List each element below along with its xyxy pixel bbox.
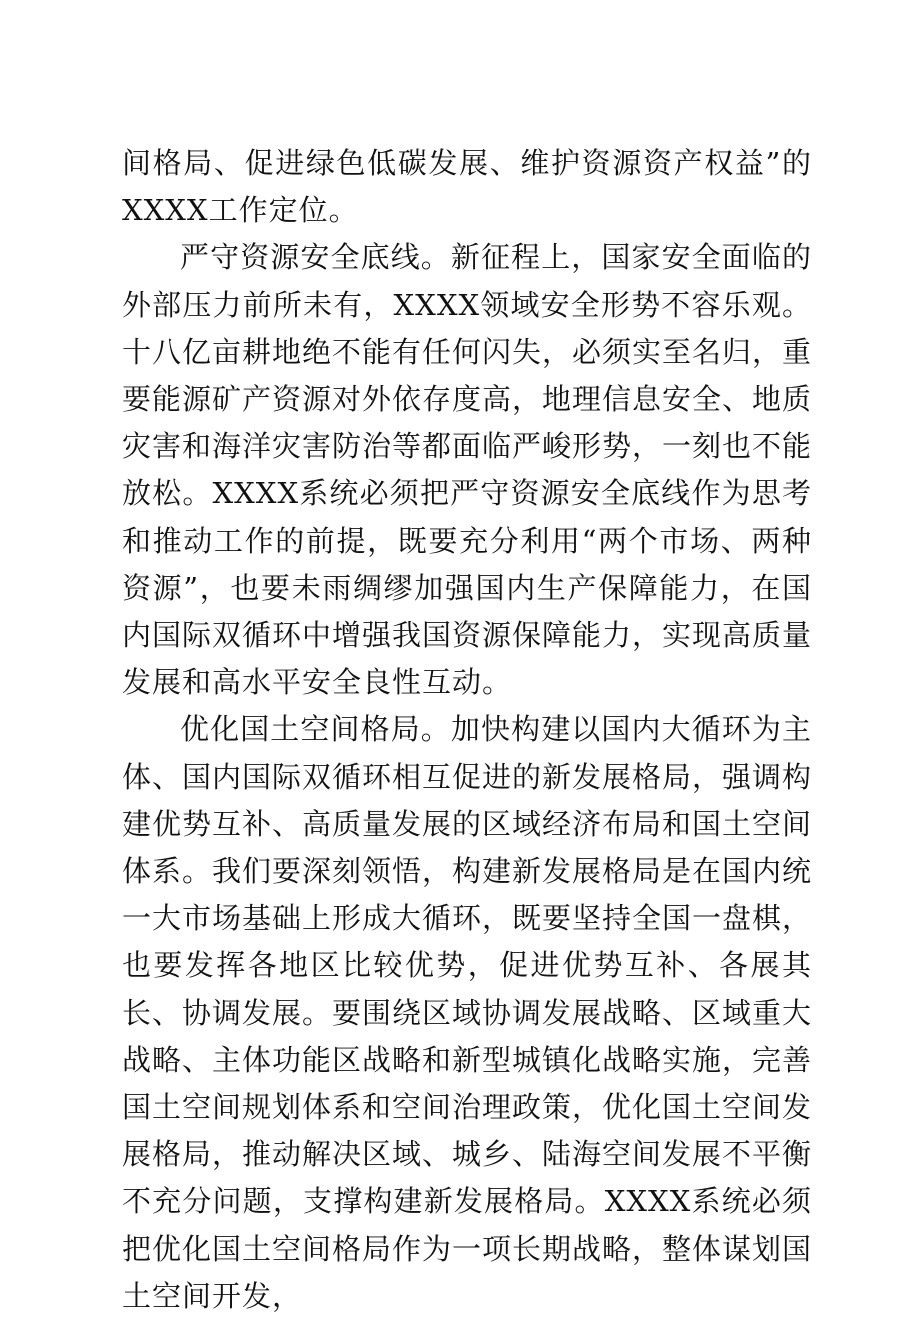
paragraph-spatial-pattern: 优化国土空间格局。加快构建以国内大循环为主体、国内国际双循环相互促进的新发展格局，强调构建优势互补、高质量发展的区域经济布局和国土空间体系。我们要深刻领悟，构建新发展格局是在国内统一大市场基础上形成大循环，既要坚持全国一盘棋，也要发挥各地区比较优势，促进优势互补、各展其长、协调发展。要围绕区域协调发展战略、区域重大战略、主体功能区战略和新型城镇化战略实施，完善国土空间规划体系和空间治理政策，优化国土空间发展格局，推动解决区域、城乡、陆海空间发展不平衡不充分问题，支撑构建新发展格局。XXXX系统必须把优化国土空间格局作为一项长期战略，整体谋划国土空间开发， [122, 712, 813, 1313]
paragraph-continuation: 间格局、促进绿色低碳发展、维护资源资产权益”的XXXX工作定位。 [122, 146, 812, 228]
paragraph-resource-security: 严守资源安全底线。新征程上，国家安全面临的外部压力前所未有，XXXX领域安全形势不容乐观。十八亿亩耕地绝不能有任何闪失，必须实至名归，重要能源矿产资源对外依存度高，地理信息安全、地质灾害和海洋灾害防治等都面临严峻形势，一刻也不能放松。XXXX系统必须把严守资源安全底线作为思考和推动工作的前提，既要充分利用“两个市场、两种资源”，也要未雨绸缪加强国内生产保障能力，在国内国际双循环中增强我国资源保障能力，实现高质量发展和高水平安全良性互动。 [122, 240, 813, 700]
document-body [122, 140, 812, 1320]
